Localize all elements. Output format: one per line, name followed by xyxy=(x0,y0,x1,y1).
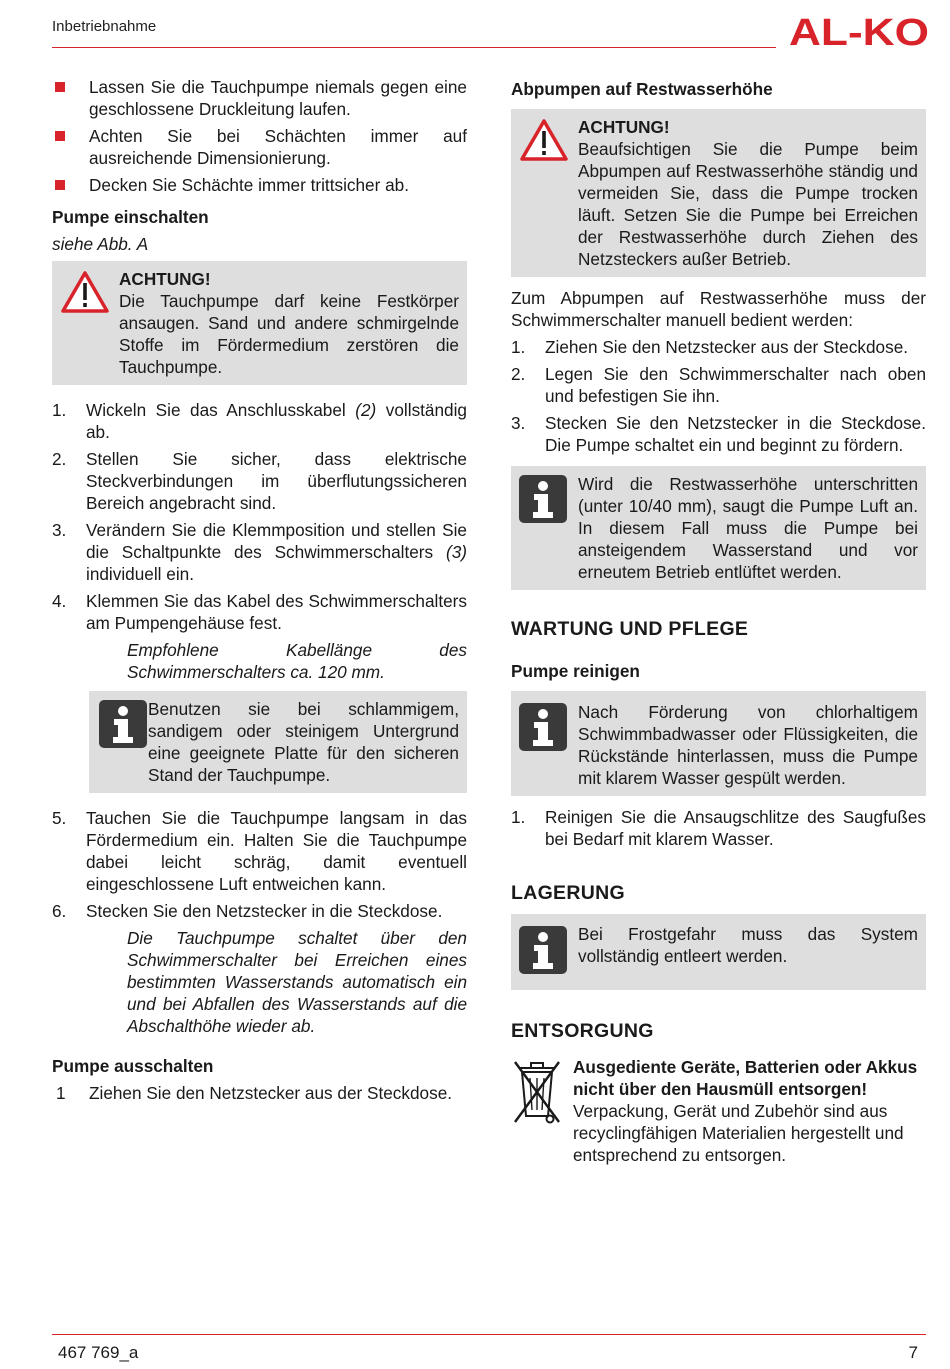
header-rule xyxy=(52,47,776,48)
info-text: Bei Frostgefahr muss das System vollständig entleert werden. xyxy=(578,924,918,966)
list-item: 1. Wickeln Sie das Anschlusskabel (2) vollständig ab. xyxy=(52,400,467,442)
info-text: Benutzen sie bei schlammigem, sandigem oder steinigem Untergrund eine geeignete Platte für den sicheren Stand der Tauchpumpe. xyxy=(148,699,459,785)
warning-triangle-icon xyxy=(519,118,569,162)
bullet-item: Decken Sie Schächte immer trittsicher ab. xyxy=(52,174,467,196)
page-number: 7 xyxy=(908,1343,918,1362)
crossed-bin-icon xyxy=(511,1058,563,1126)
info-icon xyxy=(519,703,567,751)
warning-box xyxy=(511,109,926,277)
heading-wartung: WARTUNG UND PFLEGE xyxy=(511,618,749,640)
list-item: 5. Tauchen Sie die Tauchpumpe langsam in das Fördermedium ein. Halten Sie die Tauchpumpe dabei leicht schräg, damit eventuell eingeschlossene Luft entweichen kann. xyxy=(52,808,467,894)
list-item: 3. Stecken Sie den Netzstecker in die Steckdose. Die Pumpe schaltet ein und beginnt zu fördern. xyxy=(511,413,926,455)
heading-pumpe-reinigen: Pumpe reinigen xyxy=(511,661,640,681)
left-column xyxy=(52,76,467,1109)
bullet-square-icon xyxy=(55,131,65,141)
disposal-warning: Ausgediente Geräte, Batterien oder Akkus nicht über den Hausmüll entsorgen! xyxy=(573,1057,918,1099)
list-item: 1 Ziehen Sie den Netzstecker aus der Steckdose. xyxy=(56,1083,453,1103)
header-section-title: Inbetriebnahme xyxy=(52,18,157,35)
list-item: 3. Verändern Sie die Klemmposition und stellen Sie die Schaltpunkte des Schwimmerschalters (3) individuell ein. xyxy=(52,520,467,584)
bullet-square-icon xyxy=(55,180,65,190)
heading-pumpe-ausschalten: Pumpe ausschalten xyxy=(52,1056,214,1076)
figure-reference: siehe Abb. A xyxy=(52,234,149,254)
info-box xyxy=(511,691,926,796)
list-item: 2. Legen Sie den Schwimmerschalter nach oben und befestigen Sie ihn. xyxy=(511,364,926,406)
list-item: 4. Klemmen Sie das Kabel des Schwimmerschalters am Pumpengehäuse fest. xyxy=(52,591,467,633)
bullet-item: Achten Sie bei Schächten immer auf ausreichende Dimensionierung. xyxy=(52,125,467,169)
heading-lagerung: LAGERUNG xyxy=(511,882,625,904)
info-text: Nach Förderung von chlorhaltigem Schwimmbadwasser oder Flüssigkeiten, die Rückstände hinterlassen, muss die Pumpe mit klarem Wasser gespült werden. xyxy=(578,702,918,788)
document-number: 467 769_a xyxy=(58,1343,139,1362)
info-icon xyxy=(519,475,567,523)
paragraph: Zum Abpumpen auf Restwasserhöhe muss der Schwimmerschalter manuell bedient werden: xyxy=(511,288,926,330)
info-text: Wird die Restwasserhöhe unterschritten (unter 10/40 mm), saugt die Pumpe Luft an. In diesem Fall muss die Pumpe bei ansteigendem Wasserstand und vor erneutem Betrieb entlüftet werden. xyxy=(578,474,918,582)
disposal-text: Verpackung, Gerät und Zubehör sind aus recyclingfähigen Materialien hergestellt und entsprechend zu entsorgen. xyxy=(573,1101,904,1165)
heading-entsorgung: ENTSORGUNG xyxy=(511,1020,654,1042)
list-item: 1. Reinigen Sie die Ansaugschlitze des Saugfußes bei Bedarf mit klarem Wasser. xyxy=(511,807,926,849)
info-box xyxy=(511,914,926,990)
footer-rule xyxy=(52,1334,926,1335)
note-auto-switch: Die Tauchpumpe schaltet über den Schwimmerschalter bei Erreichen eines bestimmten Wasserstands automatisch ein und bei Abfallen des Wasserstands auf die Abschalthöhe wieder ab. xyxy=(127,928,467,1036)
warning-title: ACHTUNG! xyxy=(119,269,211,289)
bullet-square-icon xyxy=(55,82,65,92)
info-box xyxy=(511,466,926,590)
warning-triangle-icon xyxy=(60,270,110,314)
disposal-notice xyxy=(511,1056,926,1166)
info-icon xyxy=(519,926,567,974)
list-item: 2. Stellen Sie sicher, dass elektrische Steckverbindungen im überflutungssicheren Bereich angebracht sind. xyxy=(52,449,467,513)
note-cable-length: Empfohlene Kabellänge des Schwimmerschalters ca. 120 mm. xyxy=(127,640,467,682)
warning-text: Die Tauchpumpe darf keine Festkörper ansaugen. Sand und andere schmirgelnde Stoffe im Fördermedium zerstören die Tauchpumpe. xyxy=(119,291,459,377)
heading-pumpe-einschalten: Pumpe einschalten xyxy=(52,207,209,227)
right-column xyxy=(511,76,926,1166)
bullet-item: Lassen Sie die Tauchpumpe niemals gegen eine geschlossene Druckleitung laufen. xyxy=(52,76,467,120)
list-item: 1. Ziehen Sie den Netzstecker aus der Steckdose. xyxy=(511,337,909,357)
list-item: 6. Stecken Sie den Netzstecker in die Steckdose. xyxy=(52,901,443,921)
alko-logo xyxy=(789,14,929,50)
info-icon xyxy=(99,700,147,748)
info-box xyxy=(89,691,467,793)
warning-box xyxy=(52,261,467,385)
warning-title: ACHTUNG! xyxy=(578,117,670,137)
alko-logo-text: AL-KO xyxy=(789,14,929,50)
heading-restwasser: Abpumpen auf Restwasserhöhe xyxy=(511,79,773,99)
warning-text: Beaufsichtigen Sie die Pumpe beim Abpumpen auf Restwasserhöhe ständig und vermeiden Sie, dass die Pumpe trocken läuft. Setzen Sie die Pumpe bei Erreichen der Restwasserhöhe durch Ziehen des Netzsteckers außer Betrieb. xyxy=(578,139,918,269)
